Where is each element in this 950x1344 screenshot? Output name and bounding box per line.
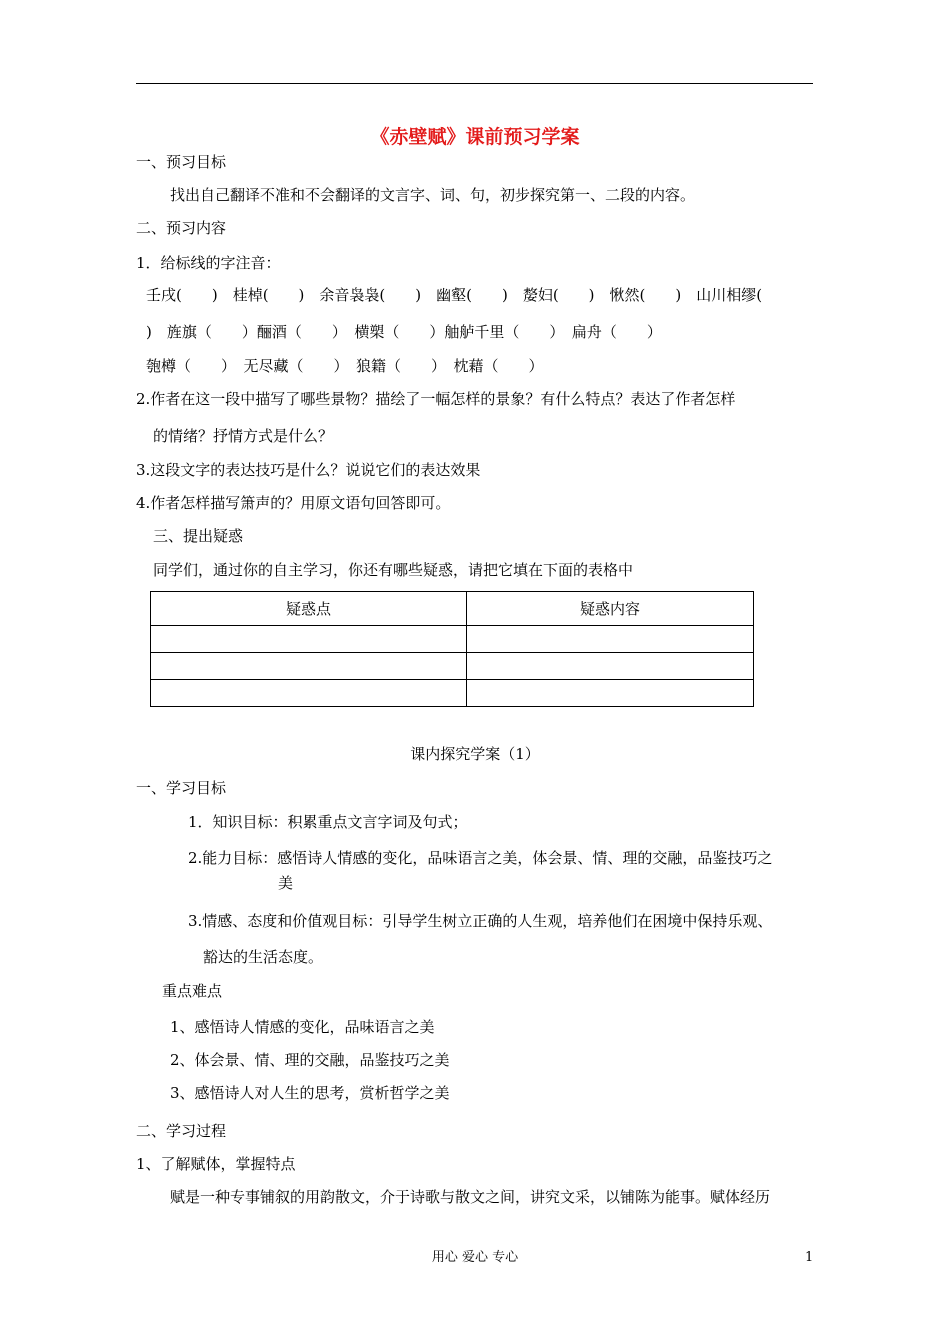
questions-intro-text: 同学们，通过你的自主学习，你还有哪些疑惑，请把它填在下面的表格中 [153,561,634,579]
table-cell[interactable] [151,653,467,680]
section-heading-learning-goals: 一、学习目标 [136,779,227,797]
table-header-row [151,592,754,626]
doubts-table [150,591,754,707]
question-4: 4.作者怎样描写箫声的？用原文语句回答即可。 [136,494,451,512]
table-cell[interactable] [467,626,754,653]
key-point-3: 3、感悟诗人对人生的思考，赏析哲学之美 [170,1084,450,1102]
preview-goals-text: 找出自己翻译不准和不会翻译的文言字、词、句，初步探究第一、二段的内容。 [170,186,696,204]
goal-attitude-line-2: 豁达的生活态度。 [203,948,324,966]
table-row [151,680,754,707]
question-1: 1．给标线的字注音： [136,254,281,272]
page-number: 1 [805,1250,814,1265]
footer-motto: 用心 爱心 专心 [431,1250,519,1265]
pronunciation-row-2: ) 旌旗（ ）酾酒（ ） 横槊（ ）舳舻千里（ ） 扁舟（ ） [146,323,662,341]
section-heading-preview-content: 二、预习内容 [136,219,227,237]
table-cell[interactable] [151,626,467,653]
process-step-1-text: 赋是一种专事铺叙的用韵散文，介于诗歌与散文之间，讲究文采，以铺陈为能事。赋体经历 [170,1188,771,1206]
key-point-2: 2、体会景、情、理的交融，品鉴技巧之美 [170,1051,450,1069]
goal-attitude-line-1: 3.情感、态度和价值观目标：引导学生树立正确的人生观，培养他们在困境中保持乐观、 [188,912,773,930]
section-heading-learning-process: 二、学习过程 [136,1122,227,1140]
question-2-line-1: 2.作者在这一段中描写了哪些景物？描绘了一幅怎样的景象？有什么特点？表达了作者怎样 [136,390,736,408]
table-cell[interactable] [467,680,754,707]
pronunciation-row-3: 匏樽（ ） 无尽藏（ ） 狼籍（ ） 枕藉（ ） [146,357,544,375]
question-3: 3.这段文字的表达技巧是什么？说说它们的表达效果 [136,461,481,479]
table-cell[interactable] [151,680,467,707]
section-heading-preview-goals: 一、预习目标 [136,153,227,171]
goal-knowledge: 1．知识目标：积累重点文言字词及句式； [188,813,468,831]
inclass-title: 课内探究学案（1） [410,745,540,763]
question-2-line-2: 的情绪？抒情方式是什么？ [153,427,334,445]
process-step-1: 1、了解赋体，掌握特点 [136,1155,296,1173]
key-point-1: 1、感悟诗人情感的变化，品味语言之美 [170,1018,435,1036]
section-heading-questions: 三、提出疑惑 [153,527,244,545]
key-points-heading: 重点难点 [162,982,223,1000]
table-cell[interactable] [467,653,754,680]
page-title: 《赤壁赋》课前预习学案 [370,126,580,148]
header-rule [136,83,813,84]
goal-ability-line-2: 美 [278,874,294,892]
table-row [151,626,754,653]
table-header-doubt-point: 疑惑点 [151,592,467,626]
pronunciation-row-1: 壬戌( ) 桂棹( ) 余音袅袅( ) 幽壑( ) 嫠妇( ) 愀然( ) 山川相缪( [146,286,763,304]
table-row [151,653,754,680]
table-header-doubt-content: 疑惑内容 [467,592,754,626]
goal-ability-line-1: 2.能力目标：感悟诗人情感的变化，品味语言之美，体会景、情、理的交融，品鉴技巧之 [188,849,773,867]
